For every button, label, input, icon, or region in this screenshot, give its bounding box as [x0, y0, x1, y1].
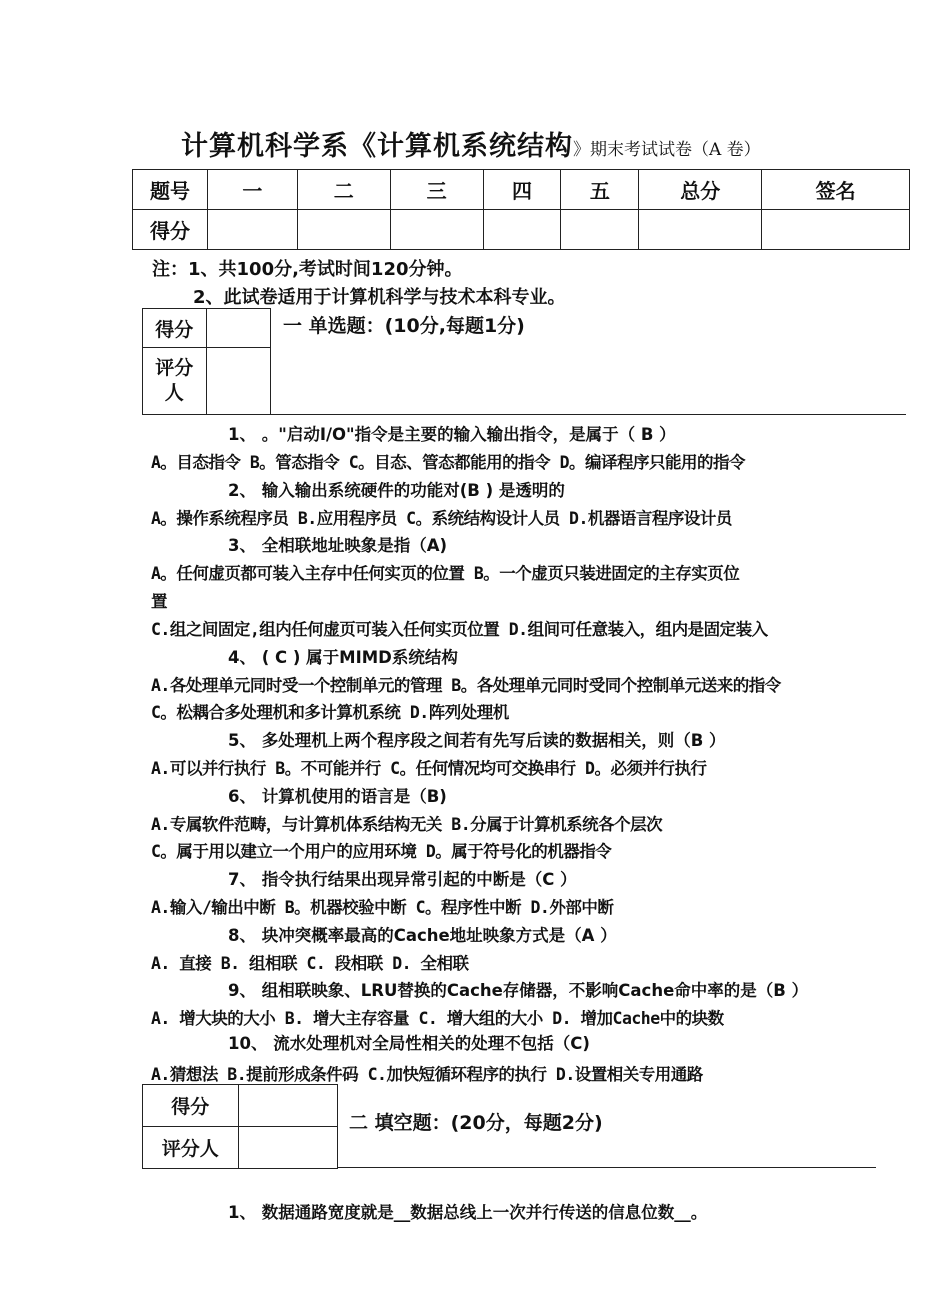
- options-line: A。目态指令 B。管态指令 C。目态、管态都能用的指令 D。编译程序只能用的指令: [151, 453, 746, 472]
- score-table-score-row: [133, 210, 910, 250]
- question-line: 5、 多处理机上两个程序段之间若有先写后读的数据相关，则（B ）: [228, 731, 726, 750]
- note-1: 注：1、共100分,考试时间120分钟。: [152, 259, 463, 280]
- section1-divider: [271, 414, 906, 415]
- section2-title: 二 填空题：(20分，每题2分): [349, 1112, 603, 1134]
- header-cell: 五: [561, 170, 639, 210]
- question-line: 8、 块冲突概率最高的Cache地址映象方式是（A ）: [228, 926, 617, 945]
- score-cell: [639, 210, 762, 250]
- exam-title: [181, 124, 761, 163]
- grader-label-line1: 评分: [155, 357, 194, 379]
- grader-label-line2: 人: [164, 382, 184, 404]
- grader-name-cell: [238, 1127, 337, 1169]
- options-line: A.可以并行执行 B。不可能并行 C。任何情况均可交换串行 D。必须并行执行: [151, 759, 707, 778]
- options-line: A.各处理单元同时受一个控制单元的管理 B。各处理单元同时受同个控制单元送来的指令: [151, 676, 781, 695]
- question-line: 2、 输入输出系统硬件的功能对(B ) 是透明的: [228, 481, 565, 500]
- options-line: A. 增大块的大小 B. 增大主存容量 C. 增大组的大小 D. 增加Cache中的块数: [151, 1009, 724, 1028]
- question-line: 3、 全相联地址映象是指（A): [228, 536, 448, 555]
- header-cell: 二: [297, 170, 390, 210]
- question-line: 10、 流水处理机对全局性相关的处理不包括（C): [228, 1034, 590, 1053]
- question-line: 9、 组相联映象、LRU替换的Cache存储器，不影响Cache命中率的是（B ）: [228, 981, 809, 1000]
- options-line: A.专属软件范畴，与计算机体系结构无关 B.分属于计算机系统各个层次: [151, 815, 663, 834]
- grader-name-label: 评分人: [143, 1127, 239, 1169]
- section1-title: 一 单选题：(10分,每题1分): [283, 315, 525, 337]
- grader-score-cell: [206, 309, 270, 348]
- note-2: 2、此试卷适用于计算机科学与技术本科专业。: [193, 287, 566, 308]
- options-line: A。操作系统程序员 B.应用程序员 C。系统结构设计人员 D.机器语言程序设计员: [151, 509, 732, 528]
- options-line: A。任何虚页都可装入主存中任何实页的位置 B。一个虚页只装进固定的主存实页位: [151, 564, 740, 583]
- question-line: 7、 指令执行结果出现异常引起的中断是（C ）: [228, 870, 577, 889]
- header-cell: 一: [207, 170, 297, 210]
- options-line: 置: [151, 592, 167, 611]
- question-line: 1、 数据通路宽度就是__数据总线上一次并行传送的信息位数__。: [228, 1203, 708, 1222]
- options-line: A.输入/输出中断 B。机器校验中断 C。程序性中断 D.外部中断: [151, 898, 614, 917]
- score-cell: [390, 210, 483, 250]
- question-line: 1、 。"启动I/O"指令是主要的输入输出指令，是属于（ B ）: [228, 425, 676, 444]
- options-line: C.组之间固定,组内任何虚页可装入任何实页位置 D.组间可任意装入，组内是固定装入: [151, 620, 768, 639]
- score-table: [132, 169, 910, 250]
- options-line: A.猜想法 B.提前形成条件码 C.加快短循环程序的执行 D.设置相关专用通路: [151, 1065, 703, 1084]
- score-cell: [762, 210, 910, 250]
- header-cell: 总分: [639, 170, 762, 210]
- section1-grader-box: [142, 308, 271, 415]
- grader-score-label: 得分: [143, 309, 207, 348]
- options-line: C。松耦合多处理机和多计算机系统 D.阵列处理机: [151, 703, 509, 722]
- grader-name-cell: [206, 348, 270, 415]
- header-cell: 四: [483, 170, 561, 210]
- score-cell: [207, 210, 297, 250]
- header-cell: 签名: [762, 170, 910, 210]
- options-line: A. 直接 B. 组相联 C. 段相联 D. 全相联: [151, 954, 469, 973]
- question-line: 6、 计算机使用的语言是（B): [228, 787, 447, 806]
- options-line: C。属于用以建立一个用户的应用环境 D。属于符号化的机器指令: [151, 842, 612, 861]
- header-cell: 三: [390, 170, 483, 210]
- exam-title-main: 计算机科学系《计算机系统结构: [181, 131, 573, 162]
- score-row-label: 得分: [133, 210, 208, 250]
- grader-score-cell: [238, 1085, 337, 1127]
- exam-title-suffix: 》期末考试试卷（A 卷）: [573, 140, 761, 160]
- score-cell: [483, 210, 561, 250]
- score-cell: [561, 210, 639, 250]
- question-line: 4、 ( C ) 属于MIMD系统结构: [228, 648, 458, 667]
- section2-grader-box: [142, 1084, 338, 1169]
- score-table-header-row: [133, 170, 910, 210]
- header-cell: 题号: [133, 170, 208, 210]
- grader-score-label: 得分: [143, 1085, 239, 1127]
- grader-name-label: [143, 348, 207, 415]
- section2-divider: [338, 1167, 876, 1168]
- score-cell: [297, 210, 390, 250]
